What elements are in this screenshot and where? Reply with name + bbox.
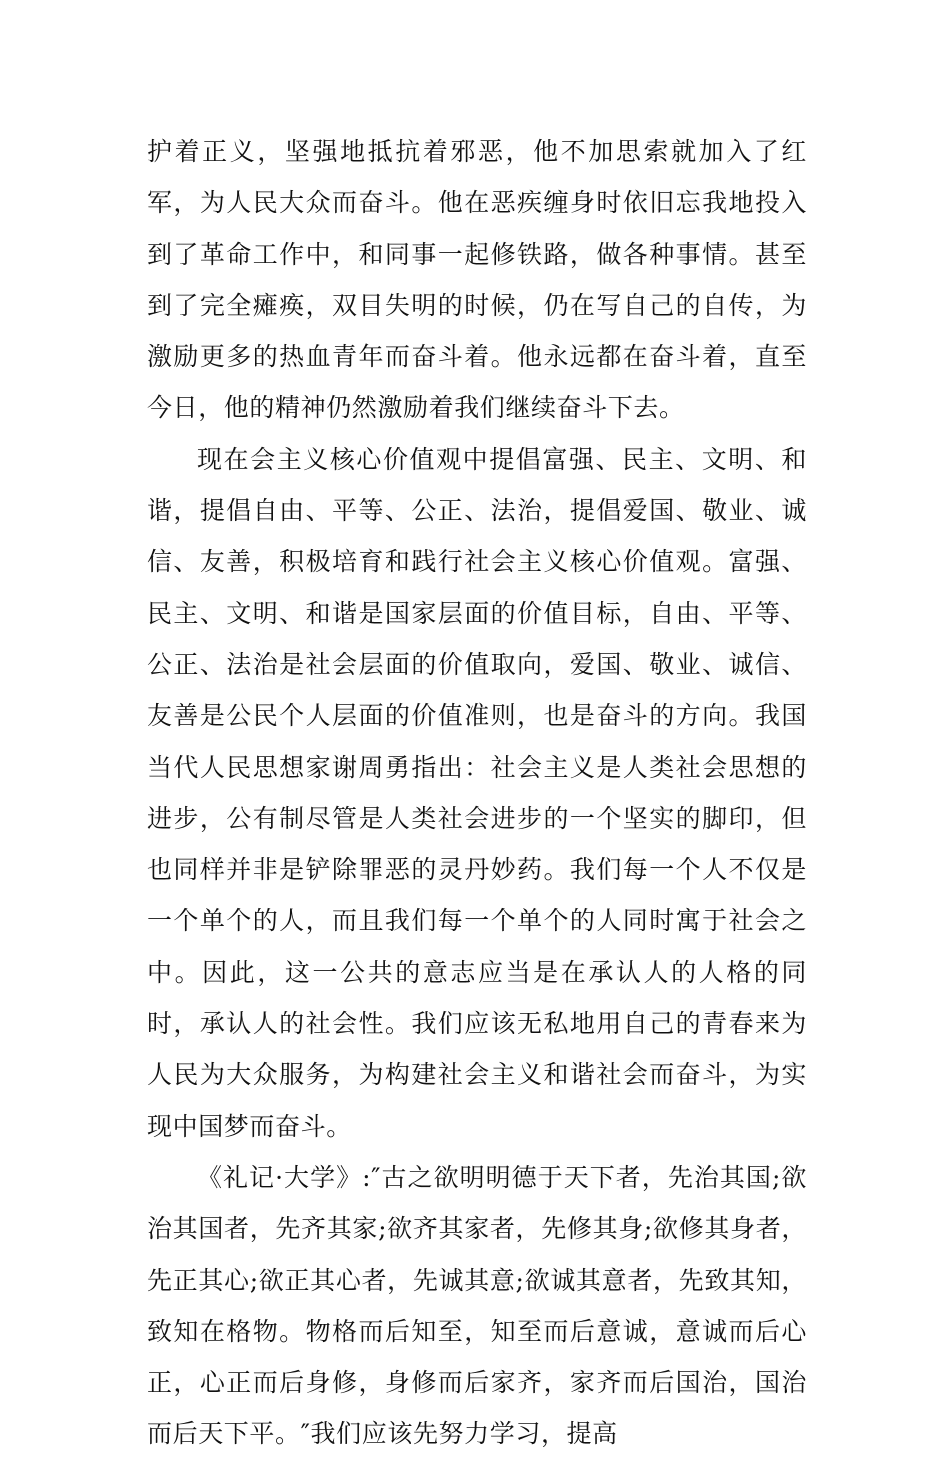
paragraph-3: 《礼记·大学》:″古之欲明明德于天下者，先治其国;欲治其国者，先齐其家;欲齐其家者，先修其身;欲修其身者，先正其心;欲正其心者，先诚其意;欲诚其意者，先致其知，致知在格物。物格而后知至，知至而后意诚，意诚而后心正，心正而后身修，身修而后家齐，家齐而后国治，国治而后天下平。″我们应该先努力学习，提高 (147, 1162, 807, 1449)
document-body (147, 126, 807, 1460)
paragraph-1: 护着正义，坚强地抵抗着邪恶，他不加思索就加入了红军，为人民大众而奋斗。他在恶疾缠身时依旧忘我地投入到了革命工作中，和同事一起修铁路，做各种事情。甚至到了完全瘫痪，双目失明的时候，仍在写自己的自传，为激励更多的热血青年而奋斗着。他永远都在奋斗着，直至今日，他的精神仍然激励着我们继续奋斗下去。 (147, 137, 807, 423)
paragraph-2: 现在会主义核心价值观中提倡富强、民主、文明、和谐，提倡自由、平等、公正、法治，提倡爱国、敬业、诚信、友善，积极培育和践行社会主义核心价值观。富强、民主、文明、和谐是国家层面的价值目标，自由、平等、公正、法治是社会层面的价值取向，爱国、敬业、诚信、友善是公民个人层面的价值准则，也是奋斗的方向。我国当代人民思想家谢周勇指出：社会主义是人类社会思想的进步，公有制尽管是人类社会进步的一个坚实的脚印，但也同样并非是铲除罪恶的灵丹妙药。我们每一个人不仅是一个单个的人，而且我们每一个单个的人同时寓于社会之中。因此，这一公共的意志应当是在承认人的人格的同时，承认人的社会性。我们应该无私地用自己的青春来为人民为大众服务，为构建社会主义和谐社会而奋斗，为实现中国梦而奋斗。 (147, 444, 807, 1141)
